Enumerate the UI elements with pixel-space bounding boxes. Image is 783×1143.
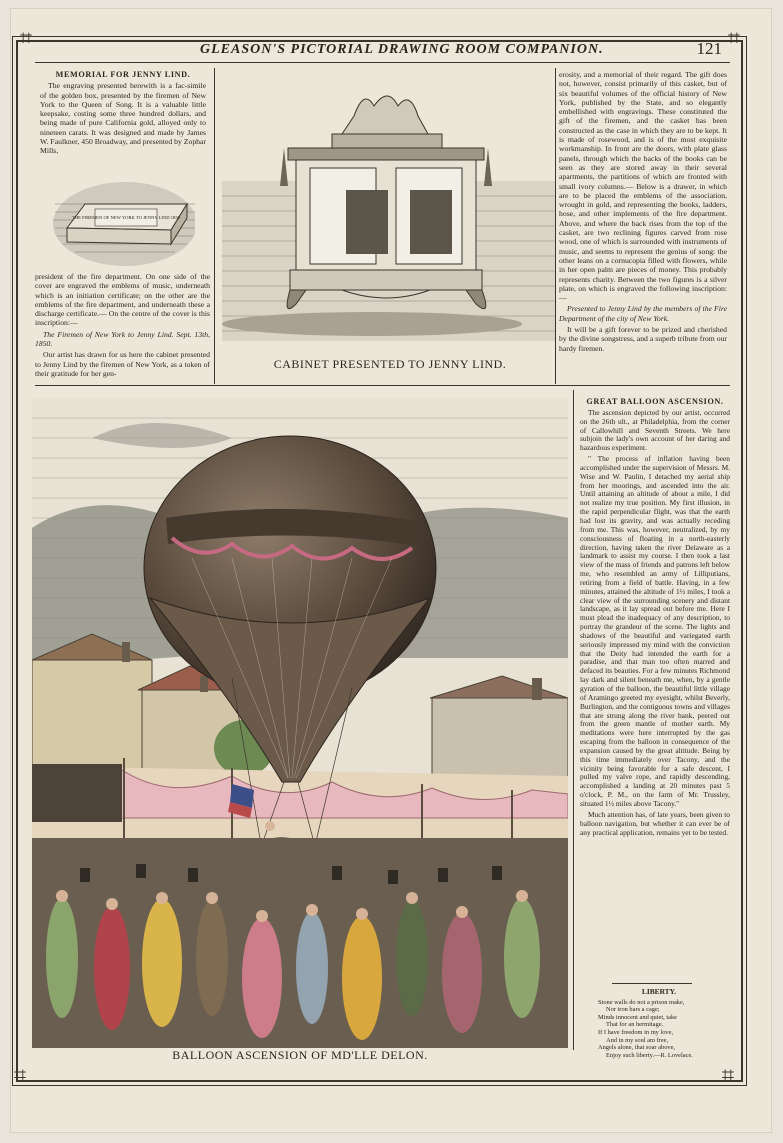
memorial-paragraph-2: president of the fire department. On one side of the cover are engraved the emblems of music, underneath which is an initiation certificate; on the other are the emblems of the fire department, and underneath these a discharge certificate.— On the centre of the cover is this inscription:—	[35, 272, 210, 328]
balloon-column	[580, 398, 730, 839]
memorial-paragraph-1: The engraving presented herewith is a fac-simile of the golden box, presented by the firemen of New York to the Queen of Song. It is a valuable little keepsake, costing some three hundred dollars, and being made of pure California gold, alloyed only to nineteen carats. It was designed and made by James W. Faulkner, 450 Broadway, and presented by Zophar Mills,	[40, 81, 206, 156]
balloon-paragraph-2: " The process of inflation having been accomplished under the supervision of Messrs. M. Wise and W. Paulin, I detached my aerial ship from her moorings, and ascended into the air. Until attaining an altitude of about a mile, I did not realize my true position. My first illusion, in the rapid perpendicular flight, was that the earth had lost its gravity, and was actually receding from me. This was, however, neutralized, by my consciousness of floating in a north-easterly direction, having taken the river Delaware as a landmark to assist my course. I then took a last view of the mass of friends and patrons left below me, who resembled an army of Lilliputians, retiring from a field of battle. Having, in a few minutes, attained the altitude of 1½ miles, I took a clear view of the surrounding scenery and distant landscape, as it lay spread out before me. Here I must plead the inadequacy of any description, to portray the grandeur of the scene. The lights and shadows of the beautiful and variegated earth seriously impressed my mind with the conviction that the Deity had intended the earth for a paradise, and that man too often marred and defaced its beauties. For a few minutes Richmond lay dark and silent beneath me, when, by a gentle gyration of the balloon, the beautiful little village of Aramingo greeted my eyesight, whilst Beverly, Burlington, and the contiguous towns and villages that are strung along the river bank, peered out from the green mantle of mother earth. My meditations were here interrupted by the gas escaping from the balloon in consequence of the expansion caused by the great altitude. Being by this time immediately over Tacony, and the vicinity being favorable for a safe descent, I pulled my valve rope, and rapidly descending, accomplished a landing at 20 minutes past 5 o'clock, P. M., on the farm of Mr. Trussley, situated 1½ miles above Tacony."	[580, 454, 730, 808]
corner-ornament-icon: ⌗	[19, 26, 33, 51]
column-rule-right	[555, 68, 556, 384]
gold-box-engraving	[45, 164, 195, 268]
magazine-title: GLEASON'S PICTORIAL DRAWING ROOM COMPANION.	[200, 42, 604, 57]
memorial-column-top	[40, 70, 206, 158]
poem-title: LIBERTY.	[641, 987, 677, 996]
poem-line: And in my soul am free,	[606, 1036, 669, 1044]
memorial-column-bottom	[35, 272, 210, 380]
column-rule-left	[214, 68, 215, 384]
corner-ornament-icon: ⌗	[727, 26, 741, 51]
poem-line: If I have freedom in my love,	[598, 1028, 674, 1036]
poem-line: Stone walls do not a prison make,	[598, 998, 685, 1006]
page-header	[40, 38, 730, 62]
poem-line: Minds innocent and quiet, take	[598, 1013, 677, 1021]
page-number: 121	[696, 39, 722, 58]
memorial-paragraph-3: Our artist has drawn for us here the cabinet presented to Jenny Lind by the firemen of New York, as a token of their gratitude for her gen-	[35, 350, 210, 378]
balloon-paragraph-3: Much attention has, of late years, been given to balloon navigation, but whether it can ever be of any practical application, remains yet to be tested.	[580, 809, 730, 837]
liberty-poem	[592, 988, 726, 1059]
corner-ornament-icon: ⌗	[721, 1063, 735, 1088]
cabinet-engraving	[222, 86, 556, 346]
memorial-inscription: The Firemen of New York to Jenny Lind. Sept. 13th, 1850.	[35, 329, 210, 349]
balloon-paragraph-1: The ascension depicted by our artist, occurred on the 26th ult., at Philadelphia, from the corner of Callowhill and Seventh Streets. We here subjoin the lady's own account of her daring and hazardous experiment.	[580, 407, 730, 453]
column-rule-balloon	[573, 390, 574, 1050]
cabinet-caption: CABINET PRESENTED TO JENNY LIND.	[273, 357, 507, 371]
balloon-caption: BALLOON ASCENSION OF MD'LLE DELON.	[172, 1048, 428, 1062]
cabinet-paragraph-1: erosity, and a memorial of their regard. The gift does not, however, consist primarily of this casket, but of six beautiful volumes of the official history of New York, published by the State, and so elegantly embellished with engravings. These constituted the gift of the firemen, and the casket has been constructed as the case in which they are to be kept. It is made of rosewood, and is of the most exquisite workmanship. In front are the doors, with plate glass panels, through which the backs of the books can be seen as they are stored away in their several apartments, the partitions of which are fronted with small ivory columns.— Below is a drawer, in which are to be placed the emblems of the association, wrought in gold, and representing the books, ladders, hose, and other implements of the fire department. Above, and where the back rises from the top of the casket, are two reclining figures carved from rose wood, one of which is surrounded with instruments of music, and seems to represent the genius of song: the other leans on a cornucopia filled with flowers, while in her open palm are pieces of money. This probably represents charity. Between the two figures is a silver plate, on which is engraved the following inscription:—	[559, 70, 727, 303]
cabinet-inscription: Presented to Jenny Lind by the members of the Fire Department of the city of New York.	[559, 304, 727, 323]
balloon-heading: GREAT BALLOON ASCENSION.	[586, 397, 724, 406]
box-inscription: THE FIREMEN OF NEW YORK TO JENNY LIND 1850	[72, 215, 180, 220]
cabinet-paragraph-2: It will be a gift forever to be prized and cherished by the divine songstress, and a superb tribute from our hardy firemen.	[559, 325, 727, 353]
corner-ornament-icon: ⌗	[13, 1063, 27, 1088]
section-rule	[35, 385, 730, 386]
poem-line: Enjoy such liberty.—R. Lovelace.	[606, 1051, 693, 1059]
cabinet-column	[559, 70, 727, 355]
poem-rule	[612, 983, 692, 984]
poem-line: Angels alone, that soar above,	[598, 1044, 676, 1052]
poem-line: That for an hermitage.	[606, 1021, 664, 1029]
header-rule	[35, 62, 730, 63]
balloon-engraving	[32, 398, 568, 1048]
poem-line: Nor iron bars a cage;	[606, 1006, 660, 1014]
memorial-heading: MEMORIAL FOR JENNY LIND.	[55, 70, 191, 79]
